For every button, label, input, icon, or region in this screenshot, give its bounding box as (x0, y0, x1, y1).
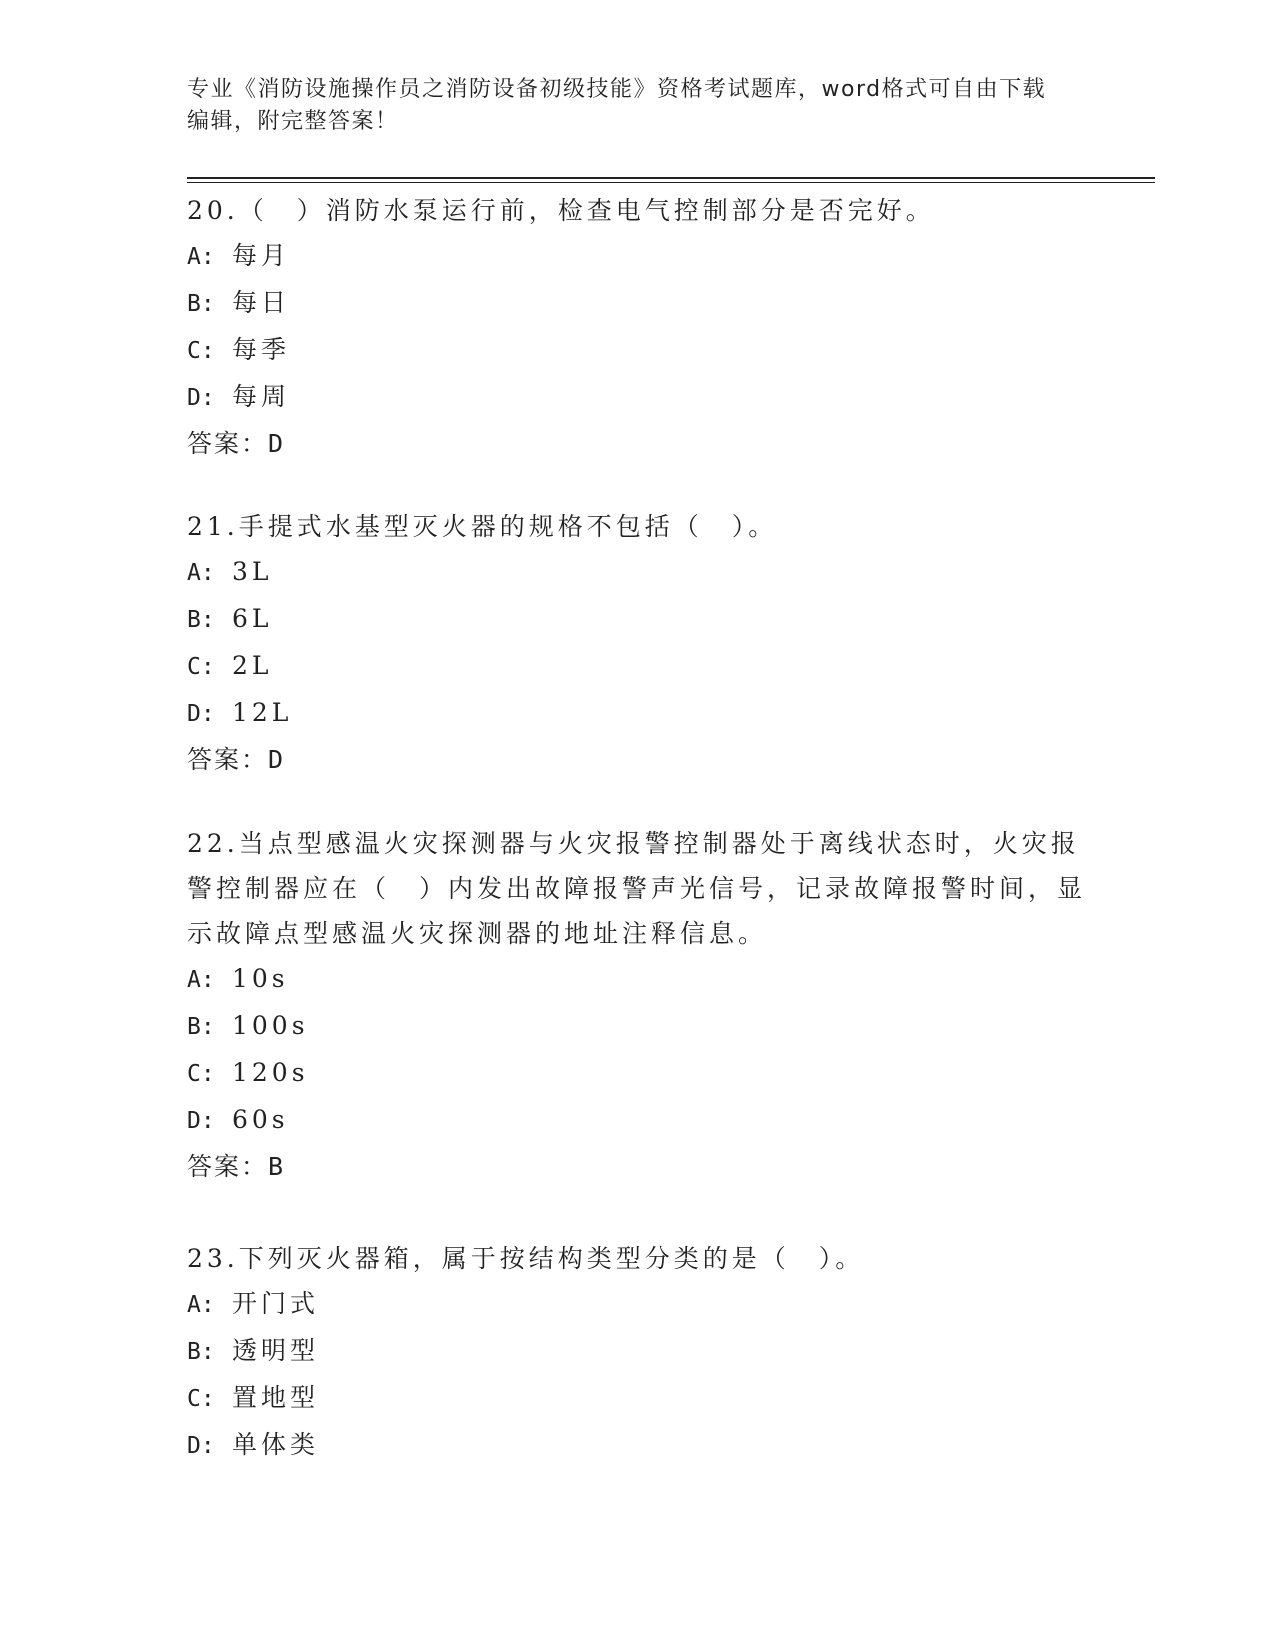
option-key: B: (187, 607, 215, 633)
question-23 (187, 1236, 1087, 1469)
header-divider-thin (187, 182, 1155, 183)
option-b (187, 280, 1087, 327)
question-stem: 23.下列灭火器箱，属于按结构类型分类的是（ ）。 (187, 1244, 865, 1273)
option-key: B: (187, 1339, 215, 1365)
option-key: A: (187, 560, 215, 586)
option-key: D: (187, 385, 215, 411)
question-22 (187, 821, 1087, 1190)
option-text: 120s (232, 1058, 309, 1087)
option-text: 6L (232, 604, 273, 633)
option-text: 10s (232, 964, 289, 993)
option-key: D: (187, 1108, 215, 1134)
option-text: 100s (232, 1011, 309, 1040)
option-text: 2L (232, 651, 273, 680)
option-b (187, 1328, 1087, 1375)
option-text: 60s (232, 1105, 289, 1134)
option-d (187, 1422, 1087, 1469)
question-20 (187, 188, 1087, 467)
answer-line (187, 421, 1087, 467)
option-text: 3L (232, 557, 273, 586)
answer-label: 答案： (187, 1152, 269, 1181)
option-c (187, 1375, 1087, 1422)
option-text: 透明型 (232, 1336, 320, 1365)
header-divider-thick (187, 177, 1155, 179)
option-a (187, 1281, 1087, 1328)
document-header: 专业《消防设施操作员之消防设备初级技能》资格考试题库，word格式可自由下载编辑，附完整答案！ (187, 77, 1047, 134)
option-text: 12L (232, 698, 293, 727)
option-a (187, 233, 1087, 280)
option-key: B: (187, 291, 215, 317)
option-c (187, 643, 1087, 690)
option-d (187, 374, 1087, 421)
option-key: C: (187, 1061, 215, 1087)
option-key: D: (187, 701, 215, 727)
option-a (187, 956, 1087, 1003)
option-text: 每日 (232, 288, 291, 317)
answer-value: D (268, 745, 286, 774)
option-b (187, 596, 1087, 643)
option-key: C: (187, 654, 215, 680)
answer-label: 答案： (187, 745, 269, 774)
option-text: 单体类 (232, 1430, 320, 1459)
answer-value: D (268, 429, 286, 458)
option-key: A: (187, 967, 215, 993)
option-key: D: (187, 1433, 215, 1459)
option-c (187, 1050, 1087, 1097)
option-text: 每周 (232, 382, 291, 411)
answer-label: 答案： (187, 429, 269, 458)
option-a (187, 549, 1087, 596)
answer-line (187, 1144, 1087, 1190)
option-key: A: (187, 244, 215, 270)
option-text: 开门式 (232, 1289, 320, 1318)
question-stem: 22.当点型感温火灾探测器与火灾报警控制器处于离线状态时，火灾报警控制器应在（ ）内发出故障报警声光信号，记录故障报警时间，显示故障点型感温火灾探测器的地址注释信息。 (187, 829, 1087, 948)
option-d (187, 690, 1087, 737)
option-text: 每月 (232, 241, 291, 270)
option-key: A: (187, 1292, 215, 1318)
option-d (187, 1097, 1087, 1144)
option-text: 置地型 (232, 1383, 320, 1412)
question-stem: 20.（ ）消防水泵运行前，检查电气控制部分是否完好。 (187, 196, 935, 225)
option-text: 每季 (232, 335, 291, 364)
option-b (187, 1003, 1087, 1050)
option-c (187, 327, 1087, 374)
option-key: C: (187, 1386, 215, 1412)
question-21 (187, 504, 1087, 783)
question-stem: 21.手提式水基型灭火器的规格不包括（ ）。 (187, 512, 778, 541)
answer-value: B (268, 1152, 286, 1181)
option-key: B: (187, 1014, 215, 1040)
option-key: C: (187, 338, 215, 364)
answer-line (187, 737, 1087, 783)
